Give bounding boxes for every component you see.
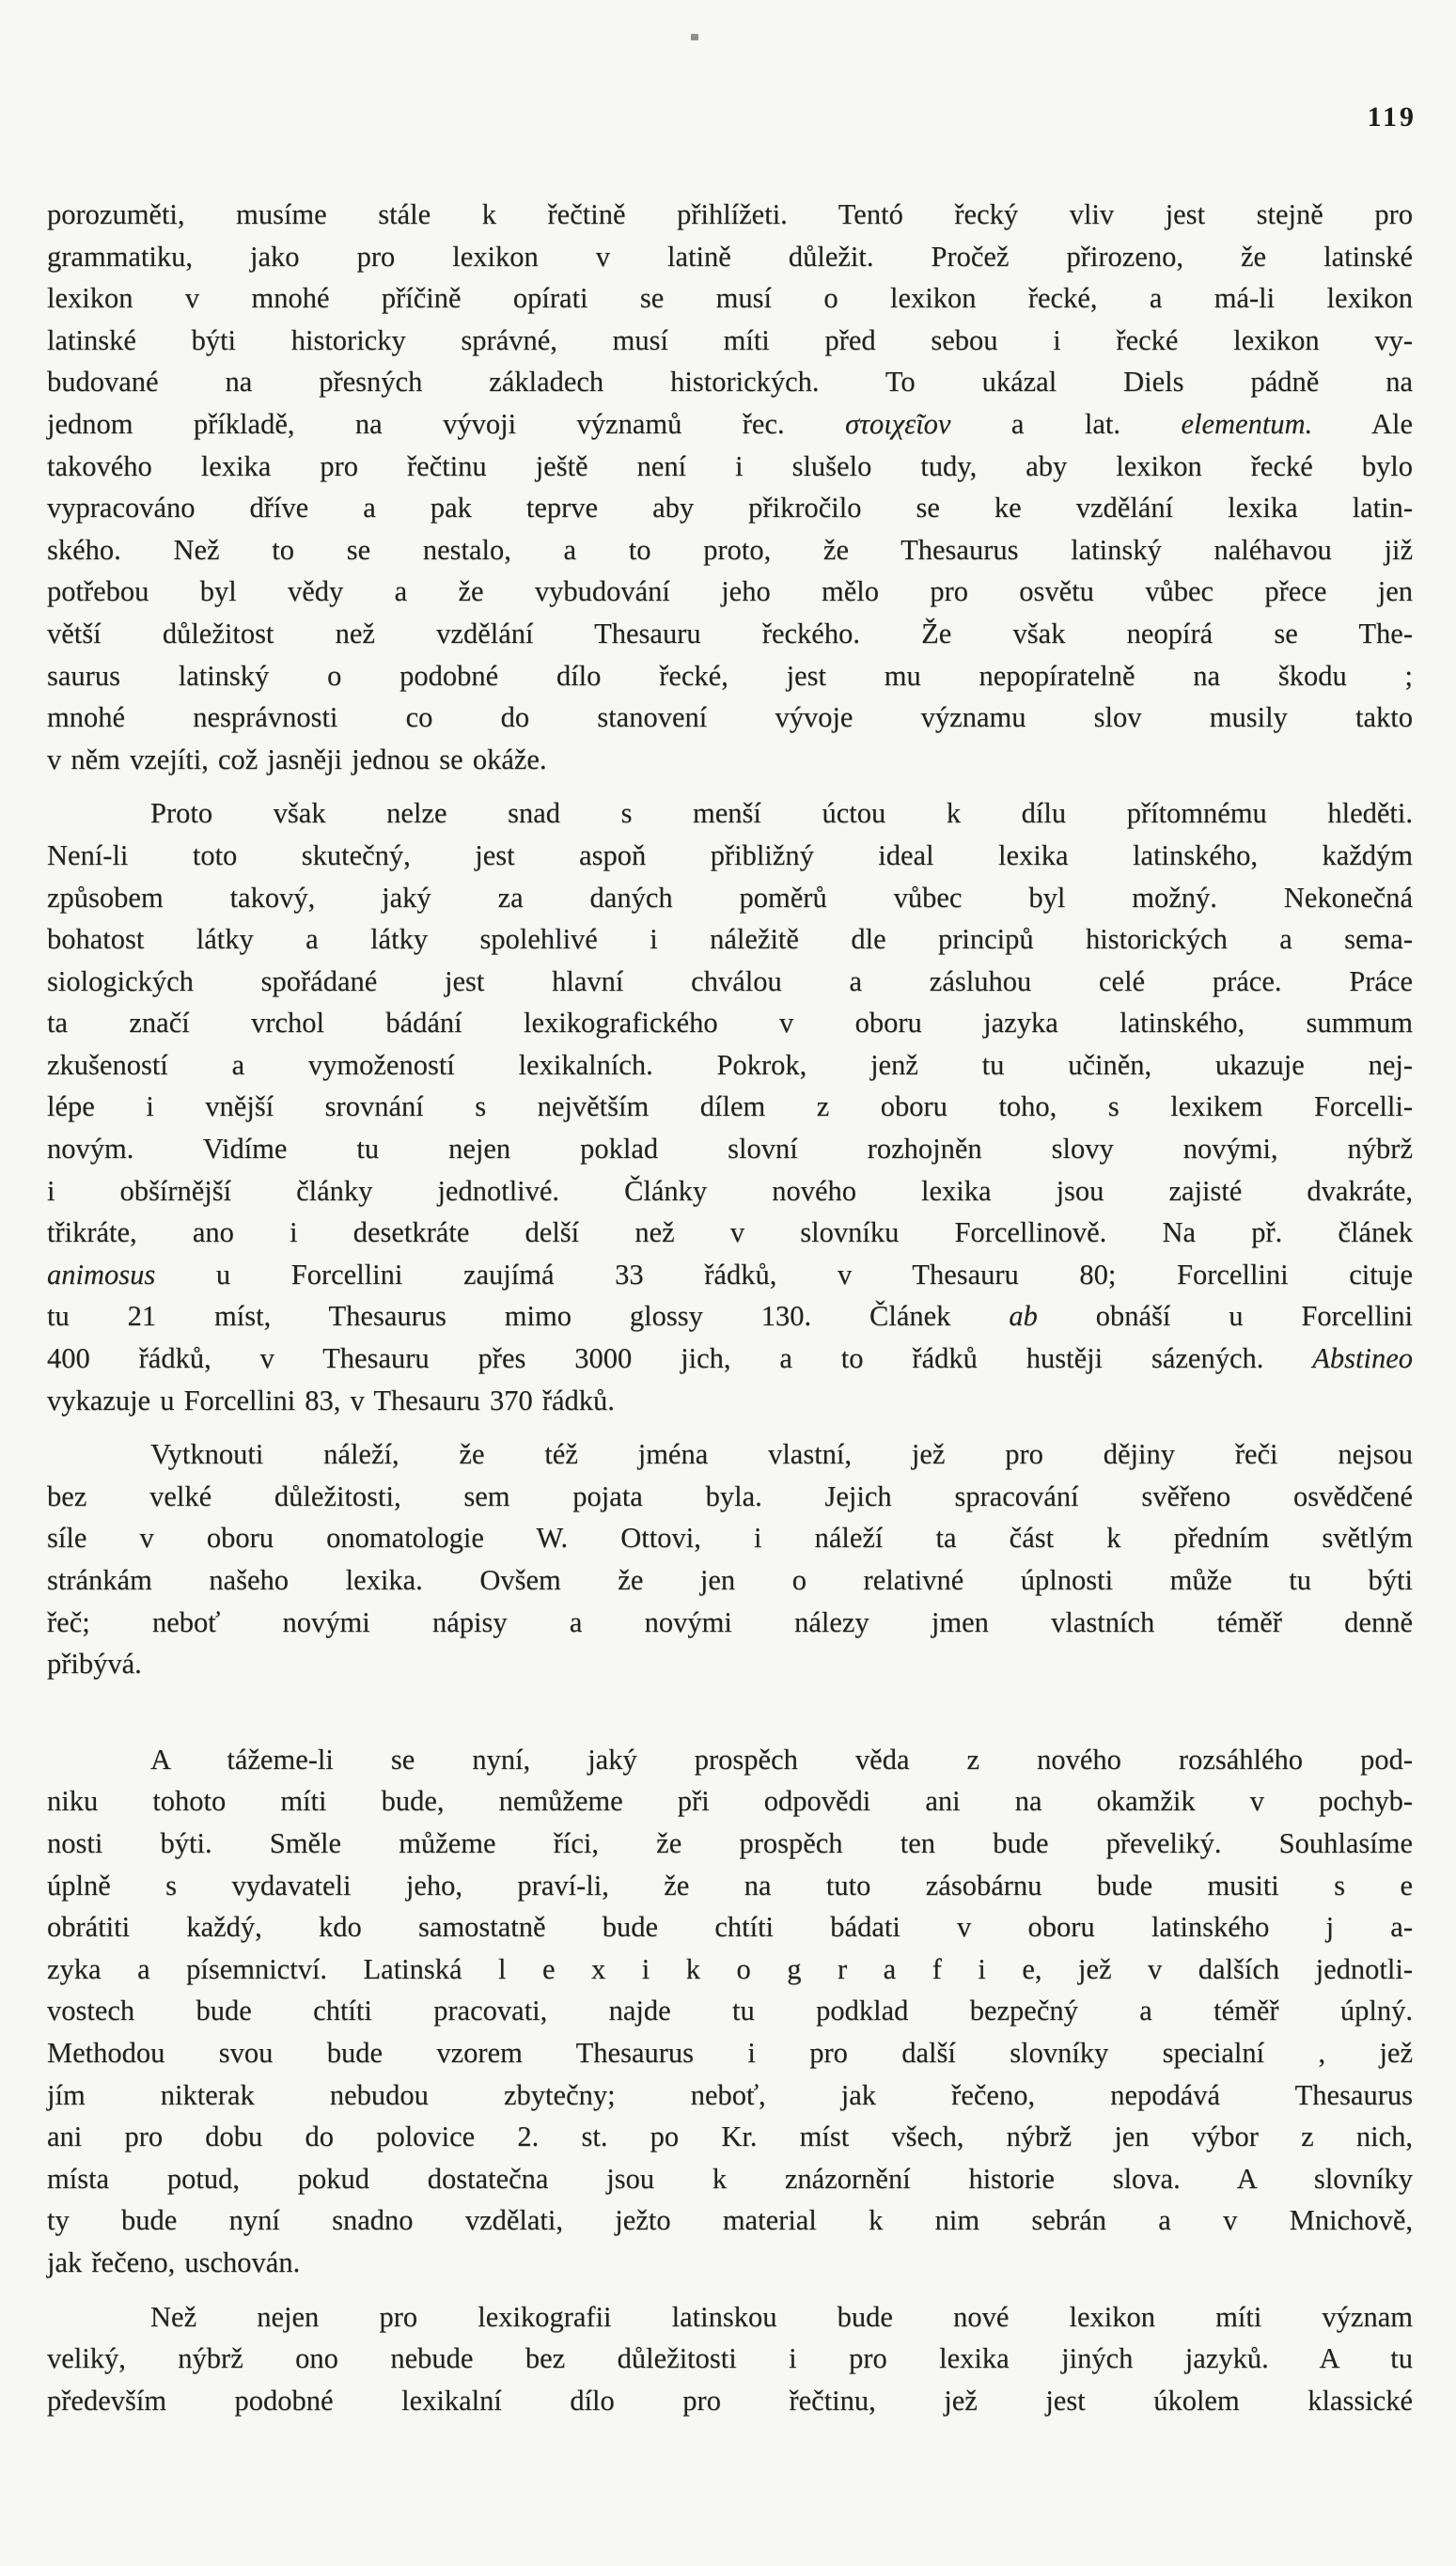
text-block [47,194,1413,2421]
text-line [47,2242,1413,2284]
text-segment: třikráte, ano i desetkráte delší než v slovníku Forcellinově. Na př. článek [47,1216,1413,1249]
text-segment: obnáší u Forcellini [1037,1300,1413,1333]
text-segment: lépe i vnější srovnání s největším dílem z oboru toho, s lexikem Forcelli- [47,1090,1413,1123]
text-segment: především podobné lexikalní dílo pro řečtinu, jež jest úkolem klassické [47,2384,1413,2417]
text-line [47,2116,1413,2158]
text-line [47,1380,1413,1422]
text-line [47,655,1413,697]
text-segment: jím nikterak nebudou zbytečny; neboť, jak řečeno, nepodává Thesaurus [47,2078,1413,2111]
text-segment: Není-li toto skutečný, jest aspoň přibližný ideal lexika latinského, každým [47,838,1413,871]
text-line [47,2296,1413,2339]
text-segment: mnohé nesprávnosti co do stanovení vývoje významu slov musily takto [47,701,1413,734]
text-line [47,1128,1413,1170]
text-segment: místa potud, pokud dostatečna jsou k znázornění historie slova. A slovníky [47,2162,1413,2195]
text-segment: nosti býti. Směle můžeme říci, že prospěch ten bude převeliký. Souhlasíme [47,1826,1413,1859]
text-line [47,1044,1413,1087]
text-segment: obrátiti každý, kdo samostatně bude chtíti bádati v oboru latinského j a- [47,1911,1413,1944]
text-segment: způsobem takový, jaký za daných poměrů vůbec byl možný. Nekonečná [47,881,1413,914]
text-segment: i obšírnější články jednotlivé. Články nového lexika jsou zajisté dvakráte, [47,1174,1413,1207]
text-line [47,403,1413,446]
text-line [47,320,1413,362]
text-line [47,571,1413,613]
text-segment: ani pro dobu do polovice 2. st. po Kr. míst všech, nýbrž jen výbor z nich, [47,2120,1413,2153]
text-segment: vostech bude chtíti pracovati, najde tu podklad bezpečný a téměř úplný. [47,1995,1413,2027]
text-line [47,1559,1413,1602]
paragraph [47,2296,1413,2422]
text-segment: saurus latinský o podobné dílo řecké, jest mu nepopíratelně na škodu ; [47,659,1413,692]
text-segment: zkušeností a vymožeností lexikalních. Pokrok, jenž tu učiněn, ukazuje nej- [47,1048,1413,1081]
text-segment: zyka a písemnictví. Latinská l e x i k o g r a f i e, jež v dalších jednotli- [47,1952,1413,1985]
text-segment: ského. Než to se nestalo, a to proto, že Thesaurus latinský naléhavou již [47,533,1413,566]
text-line [47,1906,1413,1948]
text-line [47,739,1413,781]
text-line [47,1338,1413,1380]
text-line [47,1643,1413,1685]
text-segment: větší důležitost než vzdělání Thesauru řeckého. Že však neopírá se The- [47,617,1413,649]
text-segment: Ale [1312,407,1413,440]
text-segment: vykazuje u Forcellini 83, v Thesauru 370 řádků. [47,1384,615,1416]
text-segment: bohatost látky a látky spolehlivé i náležitě dle principů historických a sema- [47,923,1413,956]
text-line [47,613,1413,655]
text-line [47,1170,1413,1213]
text-segment: vypracováno dříve a pak teprve aby přikročilo se ke vzdělání lexika latin- [47,492,1413,524]
text-line [47,361,1413,403]
text-segment: Proto však nelze snad s menší úctou k dílu přítomnému hleděti. [150,797,1413,830]
text-segment: niku tohoto míti bude, nemůžeme při odpovědi ani na okamžik v pochyb- [47,1785,1413,1818]
text-segment: latinské býti historicky správné, musí míti před sebou i řecké lexikon vy- [47,323,1413,356]
text-segment: veliký, nýbrž ono nebude bez důležitosti i pro lexika jiných jazyků. A tu [47,2342,1413,2375]
text-line [47,277,1413,320]
text-segment: stránkám našeho lexika. Ovšem že jen o relativné úplnosti může tu býti [47,1564,1413,1596]
text-line [47,1212,1413,1254]
text-line [47,1739,1413,1781]
text-segment: a lat. [950,407,1182,440]
text-segment: bez velké důležitosti, sem pojata byla. Jejich spracování svěřeno osvědčené [47,1479,1413,1512]
text-line [47,2074,1413,2117]
text-segment: takového lexika pro řečtinu ještě není i slušelo tudy, aby lexikon řecké bylo [47,449,1413,482]
text-segment: řeč; neboť novými nápisy a novými nálezy jmen vlastních téměř denně [47,1605,1413,1638]
text-line [47,2380,1413,2422]
text-line [47,2032,1413,2074]
text-line [47,2158,1413,2200]
text-line [47,696,1413,739]
text-line [47,1086,1413,1128]
text-line [47,961,1413,1003]
text-line [47,877,1413,919]
text-line [47,1295,1413,1338]
text-line [47,236,1413,278]
text-segment: siologických spořádané jest hlavní chválou a zásluhou celé práce. Práce [47,964,1413,997]
text-line [47,446,1413,488]
text-segment: u Forcellini zaujímá 33 řádků, v Thesauru 80; Forcellini cituje [155,1258,1413,1291]
text-line [47,1865,1413,1907]
text-line [47,792,1413,835]
text-line [47,1433,1413,1476]
text-line [47,1517,1413,1559]
text-line [47,529,1413,571]
text-segment: tu 21 míst, Thesaurus mimo glossy 130. Článek [47,1300,1010,1333]
text-segment: ta značí vrchol bádání lexikografického v oboru jazyka latinského, summum [47,1007,1413,1040]
text-segment: 400 řádků, v Thesauru přes 3000 jich, a to řádků hustěji sázených. [47,1342,1313,1375]
text-segment: Vytknouti náleží, že též jména vlastní, jež pro dějiny řeči nejsou [150,1438,1413,1471]
text-segment: přibývá. [47,1648,142,1681]
paragraph [47,792,1413,1421]
text-segment: Než nejen pro lexikografii latinskou bude nové lexikon míti význam [150,2300,1413,2333]
page-number: 119 [1367,102,1417,133]
text-line [47,1602,1413,1644]
text-line [47,835,1413,877]
text-line [47,487,1413,529]
italic-text: στοιχεῖον [845,407,951,440]
ink-speck [691,34,698,40]
text-line [47,194,1413,236]
text-segment: síle v oboru onomatologie W. Ottovi, i náleží ta část k předním světlým [47,1522,1413,1555]
italic-text: animosus [47,1258,156,1291]
text-segment: jednom příkladě, na vývoji významů řec. [47,407,846,440]
text-segment: úplně s vydavateli jeho, praví-li, že na tuto zásobárnu bude musiti s e [47,1869,1413,1901]
text-segment: porozuměti, musíme stále k řečtině přihlížeti. Tentó řecký vliv jest stejně pro [47,198,1413,230]
paragraph [47,1739,1413,2284]
text-segment: budované na přesných základech historických. To ukázal Diels pádně na [47,366,1413,399]
text-segment: v něm vzejíti, což jasněji jednou se okáže. [47,743,547,775]
text-line [47,918,1413,961]
italic-text: Abstineo [1312,1342,1413,1375]
text-segment: grammatiku, jako pro lexikon v latině důležit. Pročež přirozeno, že latinské [47,240,1413,273]
text-segment: lexikon v mnohé příčině opírati se musí o lexikon řecké, a má-li lexikon [47,282,1413,315]
text-segment: novým. Vidíme tu nejen poklad slovní rozhojněn slovy novými, nýbrž [47,1133,1413,1166]
text-segment: Methodou svou bude vzorem Thesaurus i pro další slovníky specialní , jež [47,2036,1413,2069]
text-line [47,2199,1413,2242]
text-segment: jak řečeno, uschován. [47,2245,301,2278]
paragraph [47,194,1413,780]
text-segment: ty bude nyní snadno vzdělati, ježto material k nim sebrán a v Mnichově, [47,2204,1413,2237]
text-line [47,1476,1413,1518]
text-segment: A tážeme-li se nyní, jaký prospěch věda z nového rozsáhlého pod- [150,1743,1413,1776]
text-line [47,1002,1413,1044]
text-segment: potřebou byl vědy a že vybudování jeho mělo pro osvětu vůbec přece jen [47,575,1413,608]
paragraph [47,1433,1413,1685]
italic-text: elementum. [1181,407,1313,440]
text-line [47,2338,1413,2380]
text-line [47,1254,1413,1296]
text-line [47,1780,1413,1823]
italic-text: ab [1009,1300,1038,1333]
text-line [47,1823,1413,1865]
text-line [47,1990,1413,2032]
text-line [47,1948,1413,1991]
